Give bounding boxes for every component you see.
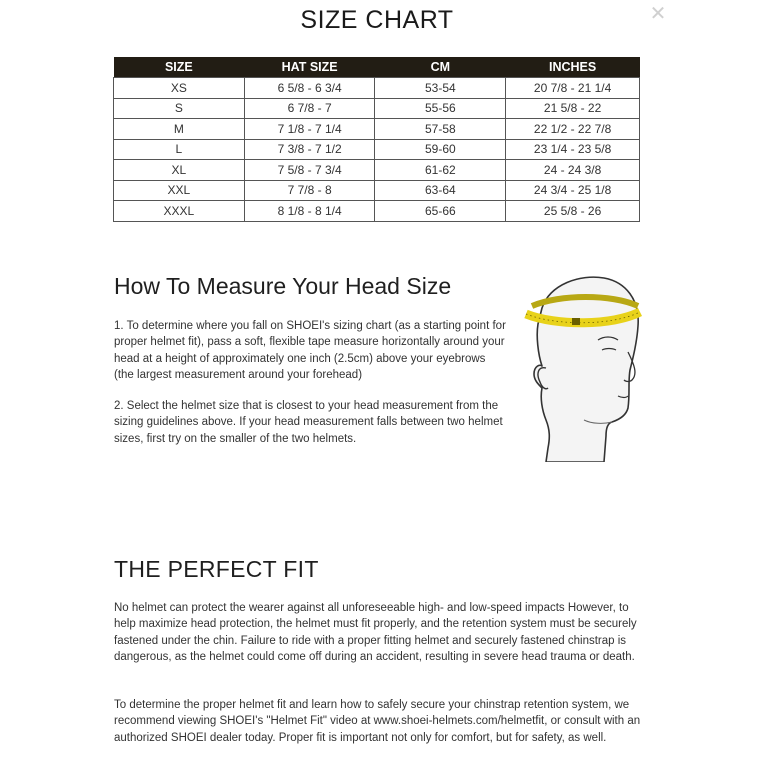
close-icon[interactable]: ✕ <box>649 3 667 25</box>
page-title: SIZE CHART <box>300 6 454 34</box>
perfect-fit-paragraph-2: To determine the proper helmet fit and learn how to safely secure your chinstrap retention system, we recommend viewing SHOEI's "Helmet Fit" video at www.shoei-helmets.com/helmetfit, or consult with an authorized SHOEI dealer today. Proper fit is important not only for comfort, but for safety, as well. <box>114 699 641 744</box>
measure-heading: How To Measure Your Head Size <box>114 273 452 299</box>
table-row <box>114 139 640 160</box>
header-inches: INCHES <box>506 57 640 78</box>
cell-hat-size: 7 3/8 - 7 1/2 <box>244 139 375 160</box>
cell-hat-size: 7 1/8 - 7 1/4 <box>244 119 375 140</box>
cell-inches: 22 1/2 - 22 7/8 <box>506 119 640 140</box>
cell-size: S <box>114 98 245 119</box>
cell-cm: 53-54 <box>375 78 506 99</box>
cell-hat-size: 7 7/8 - 8 <box>244 180 375 201</box>
cell-cm: 55-56 <box>375 98 506 119</box>
cell-size: XL <box>114 160 245 181</box>
cell-cm: 61-62 <box>375 160 506 181</box>
head-measuring-tape-illustration <box>520 270 646 462</box>
cell-inches: 24 - 24 3/8 <box>506 160 640 181</box>
cell-inches: 25 5/8 - 26 <box>506 201 640 222</box>
cell-size: M <box>114 119 245 140</box>
table-row <box>114 119 640 140</box>
perfect-fit-heading: THE PERFECT FIT <box>114 556 319 582</box>
cell-cm: 63-64 <box>375 180 506 201</box>
header-cm: CM <box>375 57 506 78</box>
table-row <box>114 78 640 99</box>
table-row <box>114 180 640 201</box>
measure-step-1: 1. To determine where you fall on SHOEI's sizing chart (as a starting point for proper helmet fit), pass a soft, flexible tape measure horizontally around your head at a height of approximately one inch (2.5cm) above your eyebrows (the largest measurement around your forehead) <box>114 320 506 381</box>
cell-cm: 57-58 <box>375 119 506 140</box>
table-row <box>114 98 640 119</box>
cell-hat-size: 8 1/8 - 8 1/4 <box>244 201 375 222</box>
cell-size: XXL <box>114 180 245 201</box>
table-row <box>114 201 640 222</box>
cell-size: XS <box>114 78 245 99</box>
table-row <box>114 160 640 181</box>
header-hat-size: HAT SIZE <box>244 57 375 78</box>
cell-size: XXXL <box>114 201 245 222</box>
cell-hat-size: 6 5/8 - 6 3/4 <box>244 78 375 99</box>
cell-inches: 21 5/8 - 22 <box>506 98 640 119</box>
table-header-row <box>114 57 640 78</box>
cell-cm: 65-66 <box>375 201 506 222</box>
cell-inches: 24 3/4 - 25 1/8 <box>506 180 640 201</box>
size-chart-table <box>113 57 640 222</box>
cell-cm: 59-60 <box>375 139 506 160</box>
cell-inches: 20 7/8 - 21 1/4 <box>506 78 640 99</box>
cell-inches: 23 1/4 - 23 5/8 <box>506 139 640 160</box>
perfect-fit-paragraph-1: No helmet can protect the wearer against all unforeseeable high- and low-speed impacts However, to help maximize head protection, the helmet must fit properly, and the retention system must be securely fastened under the chin. Failure to ride with a proper fitting helmet and securely fastened chinstrap is dangerous, as the helmet could come off during an accident, resulting in severe head trauma or death. <box>114 602 637 663</box>
cell-hat-size: 7 5/8 - 7 3/4 <box>244 160 375 181</box>
header-size: SIZE <box>114 57 245 78</box>
cell-size: L <box>114 139 245 160</box>
cell-hat-size: 6 7/8 - 7 <box>244 98 375 119</box>
measure-step-2: 2. Select the helmet size that is closest to your head measurement from the sizing guidelines above. If your head measurement falls between two helmet sizes, first try on the smaller of the two helmets. <box>114 400 503 445</box>
